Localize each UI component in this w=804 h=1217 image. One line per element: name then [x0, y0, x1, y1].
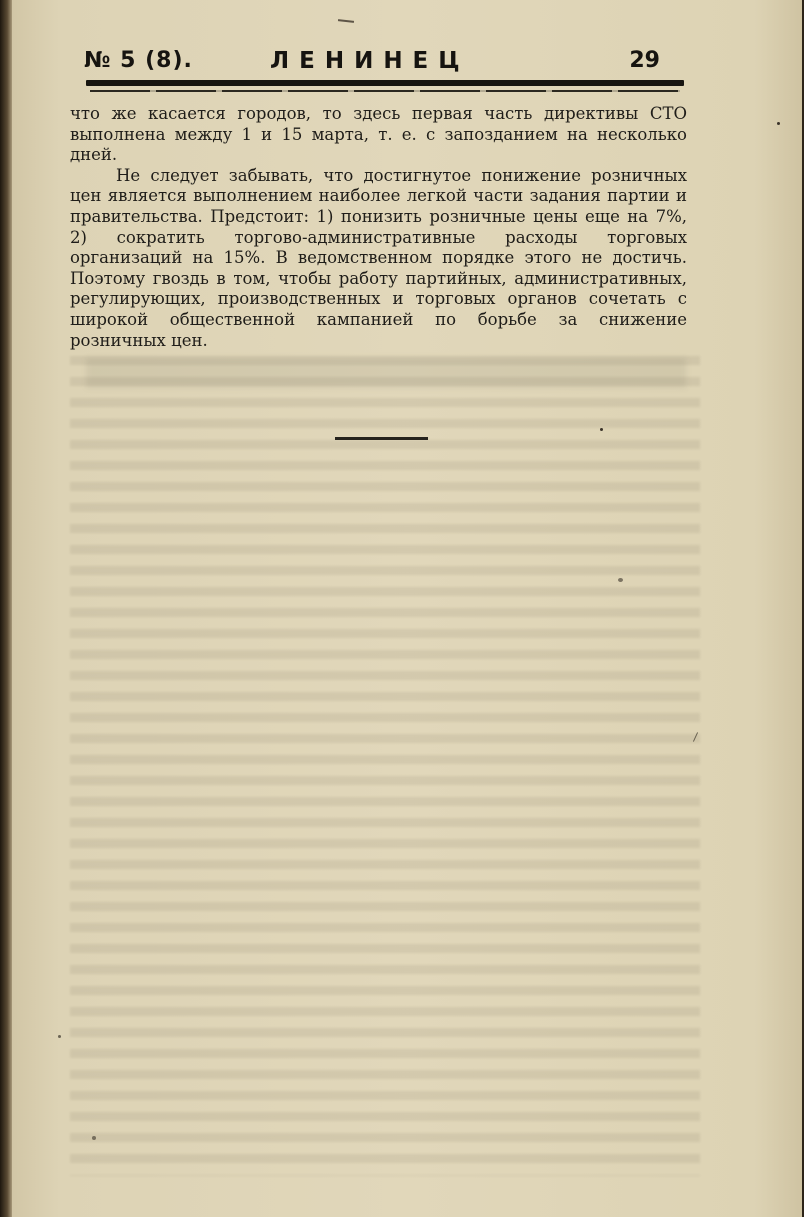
header-rule-thin	[90, 90, 680, 92]
paper-speck	[92, 1136, 96, 1140]
paper-speck	[58, 1035, 61, 1038]
show-through-heading	[86, 358, 686, 388]
issue-number: № 5 (8).	[84, 48, 193, 73]
paragraph: Не следует забывать, что достигнутое понижение розничных цен является выполнением наиболее легкой части задания партии и правительства. Предстоит: 1) понизить розничные цены еще на 7%, 2) сократить торгово-административные расходы торговых организаций на 15%. В ведомственном порядке этого не достичь. Поэтому гвоздь в том, чтобы работу партийных, административных, регулирующих, производственных и торговых органов сочетать с широкой общественной кампанией по борьбе за снижение розничных цен.	[70, 165, 687, 350]
page-number: 29	[629, 48, 660, 73]
running-header	[84, 46, 684, 80]
paper-speck	[600, 428, 603, 431]
paper-speck	[618, 578, 623, 582]
book-spine	[0, 0, 12, 1217]
paper-speck	[777, 122, 780, 125]
section-divider	[335, 437, 428, 440]
header-rule-thick	[86, 80, 684, 86]
article-body	[70, 104, 687, 351]
journal-title: ЛЕНИНЕЦ	[270, 48, 470, 74]
paragraph-continuation: что же касается городов, то здесь первая часть директивы СТО выполнена между 1 и 15 марта, т. е. с запозданием на несколько дней.	[70, 104, 687, 165]
print-mark	[338, 19, 354, 23]
